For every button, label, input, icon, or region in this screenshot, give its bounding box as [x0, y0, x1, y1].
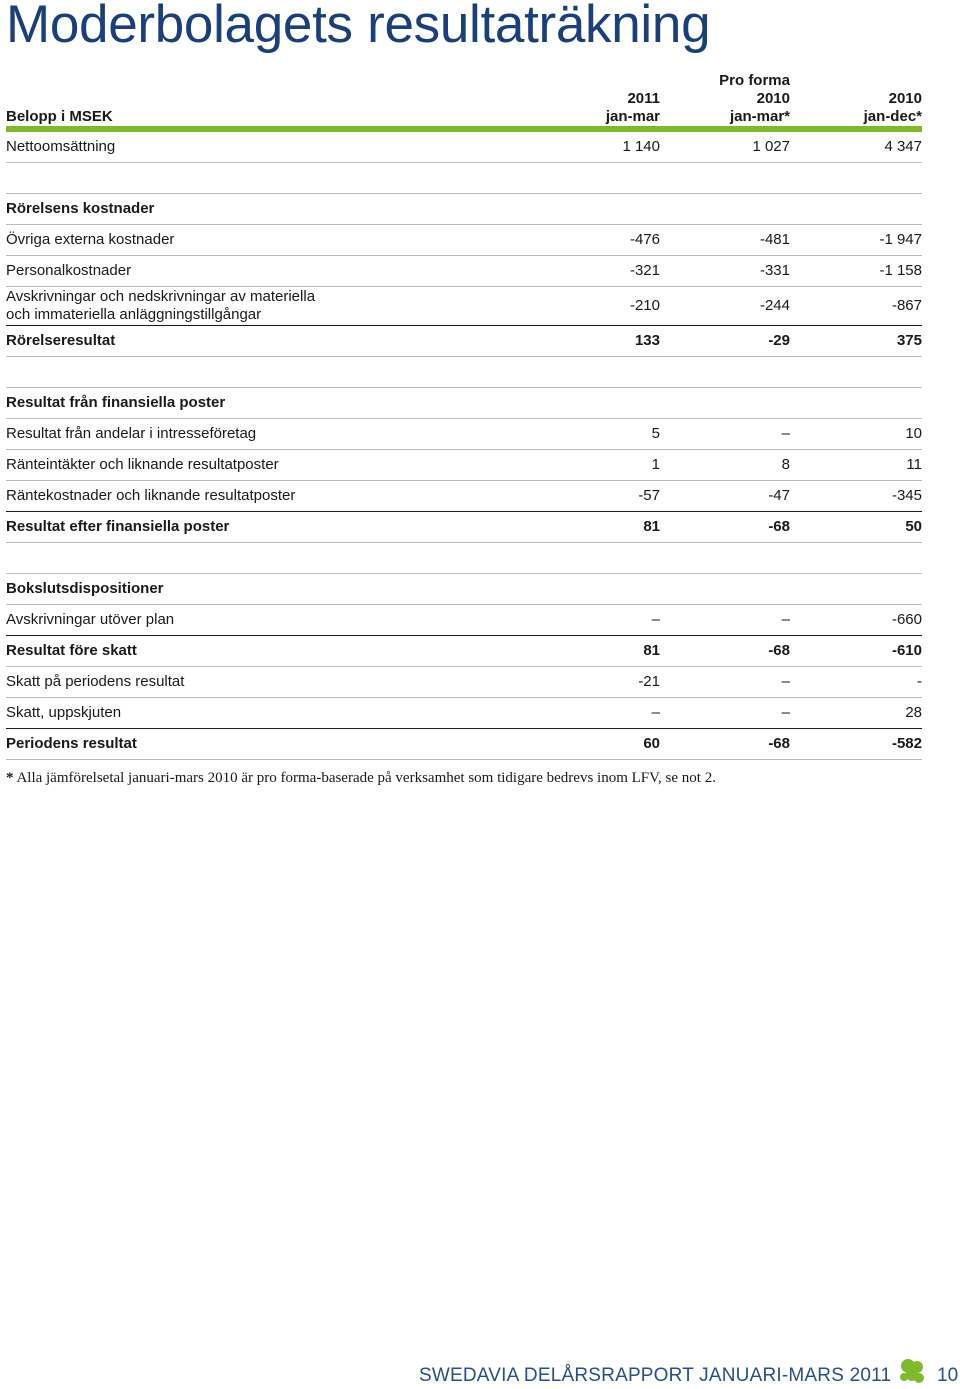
value-2011-jan-mar: 60	[643, 735, 660, 752]
section-heading: Rörelsens kostnader	[6, 200, 155, 217]
value-2010-jan-mar: -68	[768, 735, 790, 752]
row-label	[6, 288, 315, 324]
subtotal-row	[6, 512, 922, 543]
column-header-line: 2011	[627, 90, 660, 107]
swedavia-clover-icon	[898, 1357, 926, 1385]
value-2010-jan-dec: -345	[891, 487, 922, 504]
column-header-line: 2010	[888, 90, 922, 107]
value-2010-jan-mar: 1 027	[752, 138, 790, 155]
page-title: Moderbolagets resultaträkning	[6, 0, 711, 54]
value-2011-jan-mar: 133	[634, 332, 660, 349]
value-2011-jan-mar: -21	[638, 673, 660, 690]
value-2010-jan-mar: -68	[768, 518, 790, 535]
table-row	[6, 481, 922, 512]
table-header	[6, 70, 922, 132]
column-header-line: jan-mar	[605, 108, 660, 125]
value-2011-jan-mar: -321	[629, 262, 660, 279]
column-header-line: Pro forma	[719, 72, 790, 89]
section-heading: Resultat från finansiella poster	[6, 394, 226, 411]
value-2010-jan-dec: -660	[891, 611, 922, 628]
column-header-line: jan-dec*	[863, 108, 922, 125]
value-2010-jan-mar: –	[781, 425, 790, 442]
value-2010-jan-mar: –	[781, 673, 790, 690]
footnote-text: Alla jämförelsetal januari-mars 2010 är pro forma-baserade på verksamhet som tidigare bedrevs inom LFV, se not 2.	[16, 770, 716, 786]
spacer-row	[6, 163, 922, 194]
total-row	[6, 729, 922, 760]
value-2010-jan-dec: -867	[891, 297, 922, 314]
footnote	[6, 770, 716, 787]
row-label: Nettoomsättning	[6, 138, 116, 155]
unit-label: Belopp i MSEK	[6, 108, 113, 125]
value-2010-jan-mar: -47	[768, 487, 790, 504]
value-2010-jan-dec: 4 347	[884, 138, 922, 155]
row-label: Resultat efter finansiella poster	[6, 518, 230, 535]
value-2010-jan-mar: –	[781, 611, 790, 628]
subtotal-row	[6, 326, 922, 357]
value-2010-jan-dec: -1 947	[879, 231, 922, 248]
table-row	[6, 225, 922, 256]
column-header-2010-jan-dec	[864, 90, 922, 126]
value-2010-jan-mar: -68	[768, 642, 790, 659]
column-header-2011-jan-mar	[606, 90, 660, 126]
value-2010-jan-dec: -582	[891, 735, 922, 752]
value-2010-jan-mar: -244	[759, 297, 790, 314]
value-2010-jan-dec: -1 158	[879, 262, 922, 279]
row-label: Periodens resultat	[6, 735, 137, 752]
section-heading-row	[6, 194, 922, 225]
footer-report-title: SWEDAVIA DELÅRSRAPPORT JANUARI-MARS 2011	[419, 1365, 892, 1386]
value-2011-jan-mar: 1 140	[622, 138, 660, 155]
row-label: Avskrivningar utöver plan	[6, 611, 175, 628]
value-2010-jan-mar: -481	[759, 231, 790, 248]
income-statement-table	[6, 70, 922, 760]
value-2010-jan-dec: -610	[891, 642, 922, 659]
row-label: Rörelseresultat	[6, 332, 116, 349]
table-row	[6, 256, 922, 287]
row-label: Övriga externa kostnader	[6, 231, 175, 248]
column-header-line: jan-mar*	[729, 108, 790, 125]
section-heading-row	[6, 388, 922, 419]
value-2010-jan-dec: 375	[896, 332, 922, 349]
column-header-2010-jan-mar	[719, 72, 790, 126]
footnote-marker: *	[6, 770, 14, 786]
row-label-line: Avskrivningar och nedskrivningar av materiella	[6, 288, 316, 305]
value-2010-jan-dec: 10	[905, 425, 922, 442]
value-2011-jan-mar: 5	[651, 425, 660, 442]
value-2010-jan-dec: 50	[905, 518, 922, 535]
value-2011-jan-mar: –	[651, 611, 660, 628]
table-row	[6, 450, 922, 481]
value-2010-jan-mar: -331	[759, 262, 790, 279]
row-label: Ränteintäkter och liknande resultatposter	[6, 456, 279, 473]
section-heading-row	[6, 574, 922, 605]
row-label: Resultat före skatt	[6, 642, 137, 659]
row-label: Skatt, uppskjuten	[6, 704, 122, 721]
table-row	[6, 698, 922, 729]
value-2010-jan-dec: -	[917, 673, 922, 690]
section-heading: Bokslutsdispositioner	[6, 580, 164, 597]
table-row	[6, 419, 922, 450]
value-2011-jan-mar: –	[651, 704, 660, 721]
value-2010-jan-dec: 28	[905, 704, 922, 721]
spacer-row	[6, 357, 922, 388]
value-2011-jan-mar: -210	[629, 297, 660, 314]
value-2011-jan-mar: 1	[651, 456, 660, 473]
subtotal-row	[6, 636, 922, 667]
row-label: Skatt på periodens resultat	[6, 673, 185, 690]
table-row	[6, 132, 922, 163]
row-label: Räntekostnader och liknande resultatposter	[6, 487, 296, 504]
column-header-line: 2010	[756, 90, 790, 107]
value-2010-jan-mar: -29	[768, 332, 790, 349]
page-number: 10	[937, 1365, 959, 1386]
value-2010-jan-mar: 8	[781, 456, 790, 473]
value-2011-jan-mar: -57	[638, 487, 660, 504]
spacer-row	[6, 543, 922, 574]
value-2011-jan-mar: 81	[643, 642, 660, 659]
value-2011-jan-mar: 81	[643, 518, 660, 535]
table-row	[6, 605, 922, 636]
row-label: Resultat från andelar i intresseföretag	[6, 425, 257, 442]
table-row	[6, 287, 922, 326]
row-label: Personalkostnader	[6, 262, 132, 279]
value-2011-jan-mar: -476	[629, 231, 660, 248]
row-label-line: och immateriella anläggningstillgångar	[6, 306, 262, 323]
value-2010-jan-dec: 11	[906, 456, 922, 473]
value-2010-jan-mar: –	[781, 704, 790, 721]
table-row	[6, 667, 922, 698]
